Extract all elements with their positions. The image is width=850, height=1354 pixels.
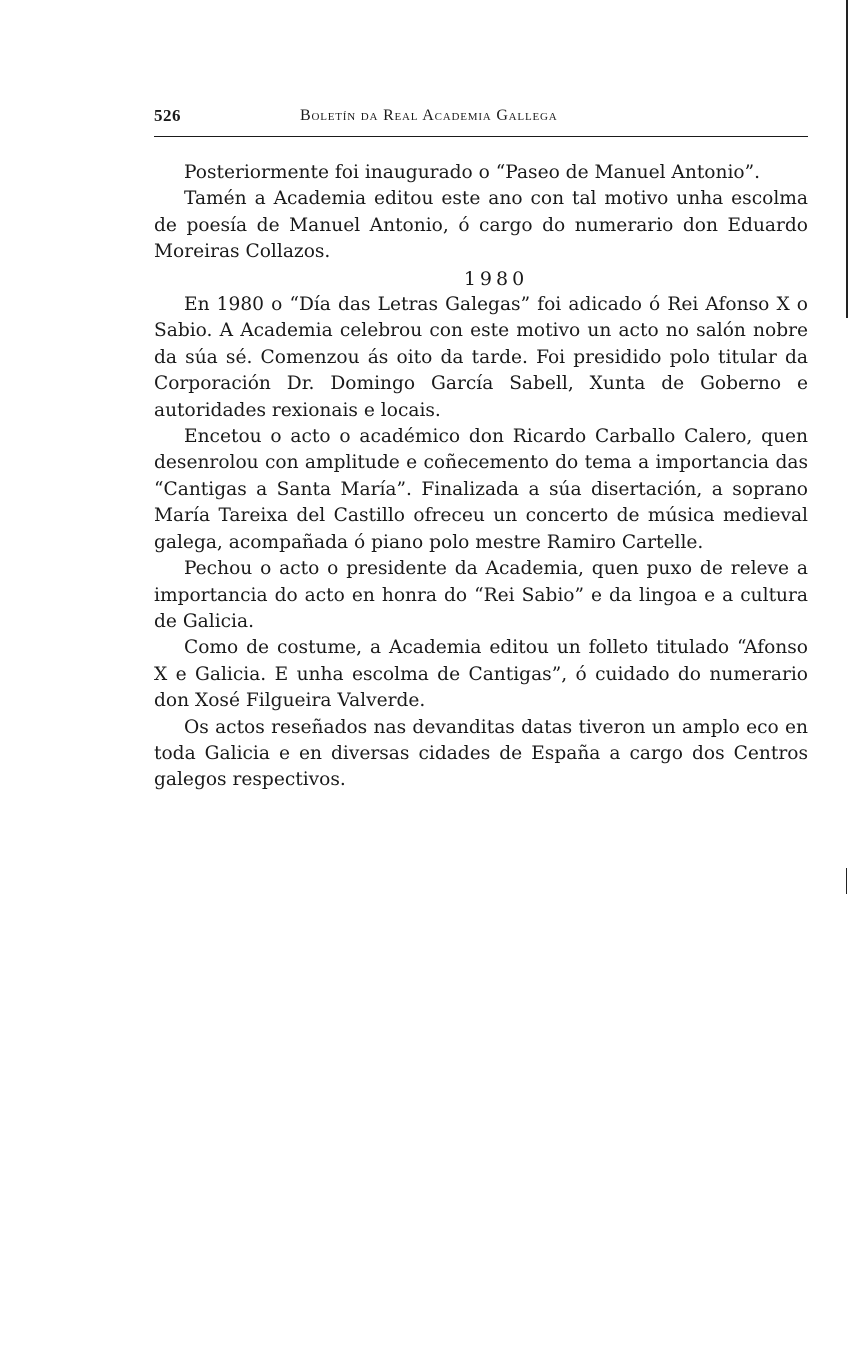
running-title: Boletín da Real Academia Gallega (300, 107, 558, 124)
paragraph-folleto: Como de costume, a Academia editou un folleto titulado “Afonso X e Galicia. E unha escolma de Cantigas”, ó cuidado do numerario don Xosé Filgueira Valverde. (154, 637, 808, 712)
paragraph-carballo-calero: Encetou o acto o académico don Ricardo Carballo Calero, quen desenrolou con amplitude e coñecemento do tema a importancia das “Cantigas a Santa María”. Finalizada a súa disertación, a soprano María Tareixa del Castillo ofreceu un concerto de música medieval galega, acompañada ó piano polo mestre Ramiro Cartelle. (154, 426, 808, 553)
paragraph-paseo: Posteriormente foi inaugurado o “Paseo de Manuel Antonio”. (184, 162, 761, 183)
paragraph-actos: Os actos reseñados nas devanditas datas tiveron un amplo eco en toda Galicia e en diversas cidades de España a cargo dos Centros galegos respectivos. (154, 716, 808, 791)
page-number: 526 (154, 106, 181, 125)
paragraph-presidente: Pechou o acto o presidente da Academia, quen puxo de releve a importancia do acto en honra do “Rei Sabio” e da lingoa e a cultura de Galicia. (154, 558, 808, 632)
article-body (154, 160, 808, 794)
section-heading-year: 1980 (463, 267, 529, 290)
page-header (154, 106, 808, 137)
paragraph-letras-galegas: En 1980 o “Día das Letras Galegas” foi adicado ó Rei Afonso X o Sabio. A Academia celebrou con este motivo un acto no salón nobre da súa sé. Comenzou ás oito da tarde. Foi presidido polo titular da Corporación Dr. Domingo García Sabell, Xunta de Goberno e autoridades rexionais e locais. (154, 294, 808, 421)
paragraph-escolma: Tamén a Academia editou este ano con tal motivo unha escolma de poesía de Manuel Antonio, ó cargo do numerario don Eduardo Moreiras Collazos. (154, 188, 808, 263)
page-edge-line (846, 0, 848, 318)
page-edge-mark (846, 868, 847, 894)
